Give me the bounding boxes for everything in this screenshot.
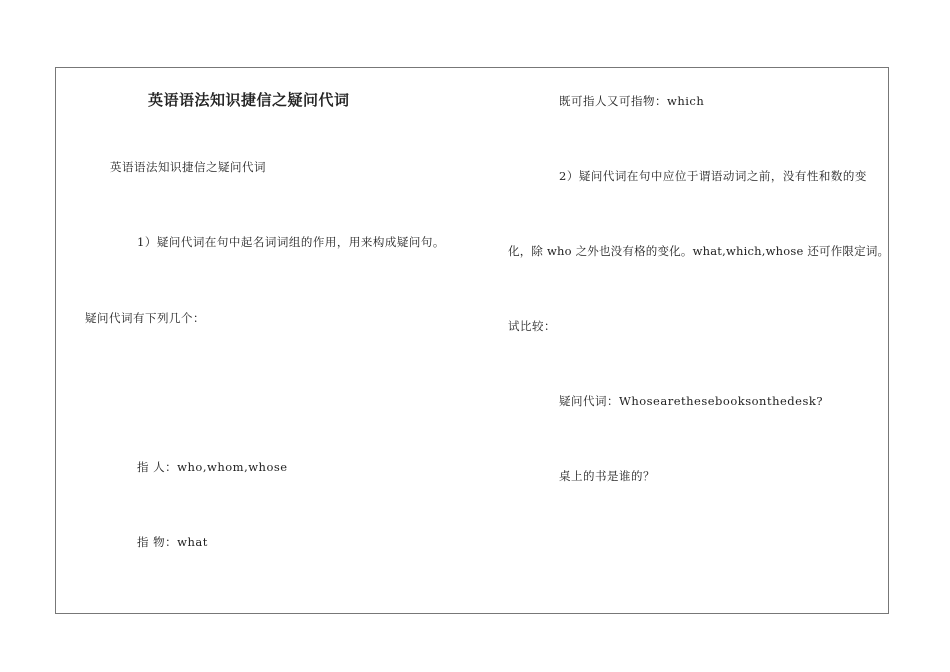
subtitle: 英语语法知识捷信之疑问代词 xyxy=(110,160,266,174)
document-title: 英语语法知识捷信之疑问代词 xyxy=(148,91,350,109)
point-1: 1）疑问代词在句中起名词词组的作用，用来构成疑问句。 xyxy=(137,235,445,249)
both-pronouns: 既可指人又可指物：which xyxy=(559,94,705,108)
page-frame xyxy=(55,67,889,614)
list-intro: 疑问代词有下列几个： xyxy=(85,311,205,325)
point-2-line-2: 化，除 who 之外也没有格的变化。what,which,whose 还可作限定词。 xyxy=(508,244,890,258)
example-english: 疑问代词：Whosearethesebooksonthedesk? xyxy=(559,394,824,408)
point-2-line-1: 2）疑问代词在句中应位于谓语动词之前，没有性和数的变 xyxy=(559,169,867,183)
thing-pronouns: 指 物：what xyxy=(137,535,208,549)
example-chinese: 桌上的书是谁的？ xyxy=(559,469,655,483)
person-pronouns: 指 人：who,whom,whose xyxy=(137,460,288,474)
compare-label: 试比较： xyxy=(508,319,556,333)
